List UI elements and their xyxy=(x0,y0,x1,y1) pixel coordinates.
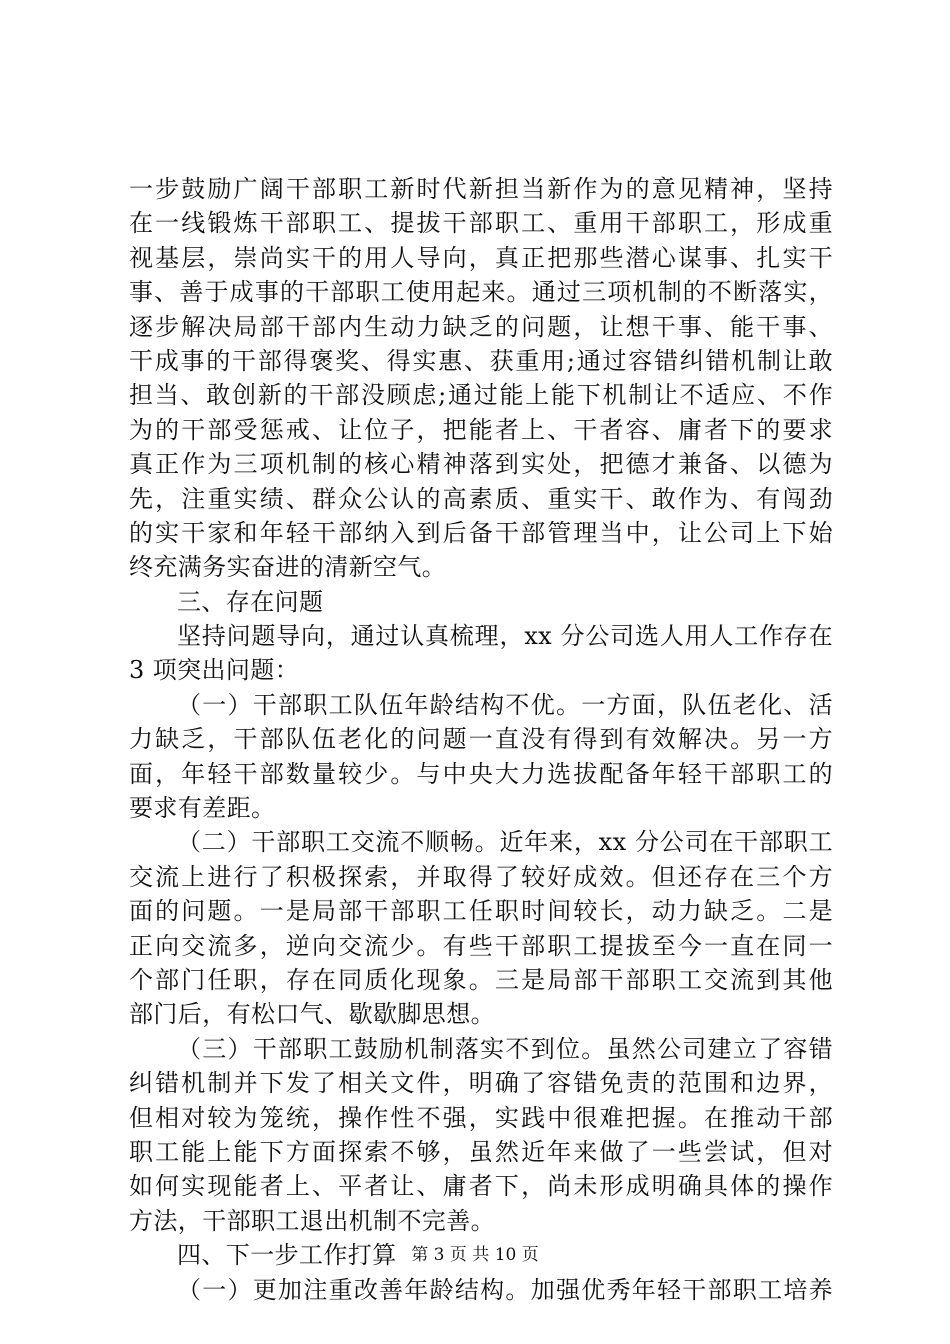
text-line: 坚持问题导向，通过认真梳理，xx 分公司选人用人工作存在 xyxy=(177,622,833,651)
text-line: （二）干部职工交流不顺畅。近年来，xx 分公司在干部职工 xyxy=(177,828,833,857)
text-line: 面，年轻干部数量较少。与中央大力选拔配备年轻干部职工的 xyxy=(129,759,833,788)
text-line: （一）干部职工队伍年龄结构不优。一方面，队伍老化、活 xyxy=(177,690,833,719)
text-line: 方法，干部职工退出机制不完善。 xyxy=(129,1206,495,1235)
text-line: 逐步解决局部干部内生动力缺乏的问题，让想干事、能干事、 xyxy=(129,312,833,341)
text-line: 干成事的干部得褒奖、得实惠、获重用;通过容错纠错机制让敢 xyxy=(129,346,833,375)
text-line: 如何实现能者上、平者让、庸者下，尚未形成明确具体的操作 xyxy=(129,1172,833,1201)
document-body xyxy=(129,172,833,1307)
text-line: 但相对较为笼统，操作性不强，实践中很难把握。在推动干部 xyxy=(129,1103,833,1132)
text-line: 纠错机制并下发了相关文件，明确了容错免责的范围和边界， xyxy=(129,1069,833,1098)
page-footer: 第 3 页 共 10 页 xyxy=(411,1245,539,1265)
text-line: （一）更加注重改善年龄结构。加强优秀年轻干部职工培养 xyxy=(177,1275,833,1304)
text-line: 四、下一步工作打算 xyxy=(177,1241,397,1270)
text-line: 事、善于成事的干部职工使用起来。通过三项机制的不断落实， xyxy=(129,278,833,307)
text-line: 要求有差距。 xyxy=(129,794,276,823)
text-line: 正向交流多，逆向交流少。有些干部职工提拔至今一直在同一 xyxy=(129,931,833,960)
text-line: 部门后，有松口气、歇歇脚思想。 xyxy=(129,1000,495,1029)
text-line: 力缺乏，干部队伍老化的问题一直没有得到有效解决。另一方 xyxy=(129,725,833,754)
text-line: 交流上进行了积极探索，并取得了较好成效。但还存在三个方 xyxy=(129,862,833,891)
text-line: 在一线锻炼干部职工、提拔干部职工、重用干部职工，形成重 xyxy=(129,209,833,238)
text-line: 面的问题。一是局部干部职工任职时间较长，动力缺乏。二是 xyxy=(129,897,833,926)
text-line: 视基层，崇尚实干的用人导向，真正把那些潜心谋事、扎实干 xyxy=(129,243,833,272)
text-line: 真正作为三项机制的核心精神落到实处，把德才兼备、以德为 xyxy=(129,450,833,479)
text-line: （三）干部职工鼓励机制落实不到位。虽然公司建立了容错 xyxy=(177,1034,833,1063)
text-line: 担当、敢创新的干部没顾虑;通过能上能下机制让不适应、不作 xyxy=(129,381,833,410)
text-line: 三、存在问题 xyxy=(177,587,324,616)
text-line: 3 项突出问题： xyxy=(129,656,300,685)
text-line: 先，注重实绩、群众公认的高素质、重实干、敢作为、有闯劲 xyxy=(129,484,833,513)
text-line: 职工能上能下方面探索不够，虽然近年来做了一些尝试，但对 xyxy=(129,1137,833,1166)
text-line: 终充满务实奋进的清新空气。 xyxy=(129,553,447,582)
text-line: 为的干部受惩戒、让位子，把能者上、干者容、庸者下的要求 xyxy=(129,415,833,444)
text-line: 的实干家和年轻干部纳入到后备干部管理当中，让公司上下始 xyxy=(129,518,833,547)
text-line: 一步鼓励广阔干部职工新时代新担当新作为的意见精神，坚持 xyxy=(129,175,833,203)
text-line: 个部门任职，存在同质化现象。三是局部干部职工交流到其他 xyxy=(129,965,833,994)
